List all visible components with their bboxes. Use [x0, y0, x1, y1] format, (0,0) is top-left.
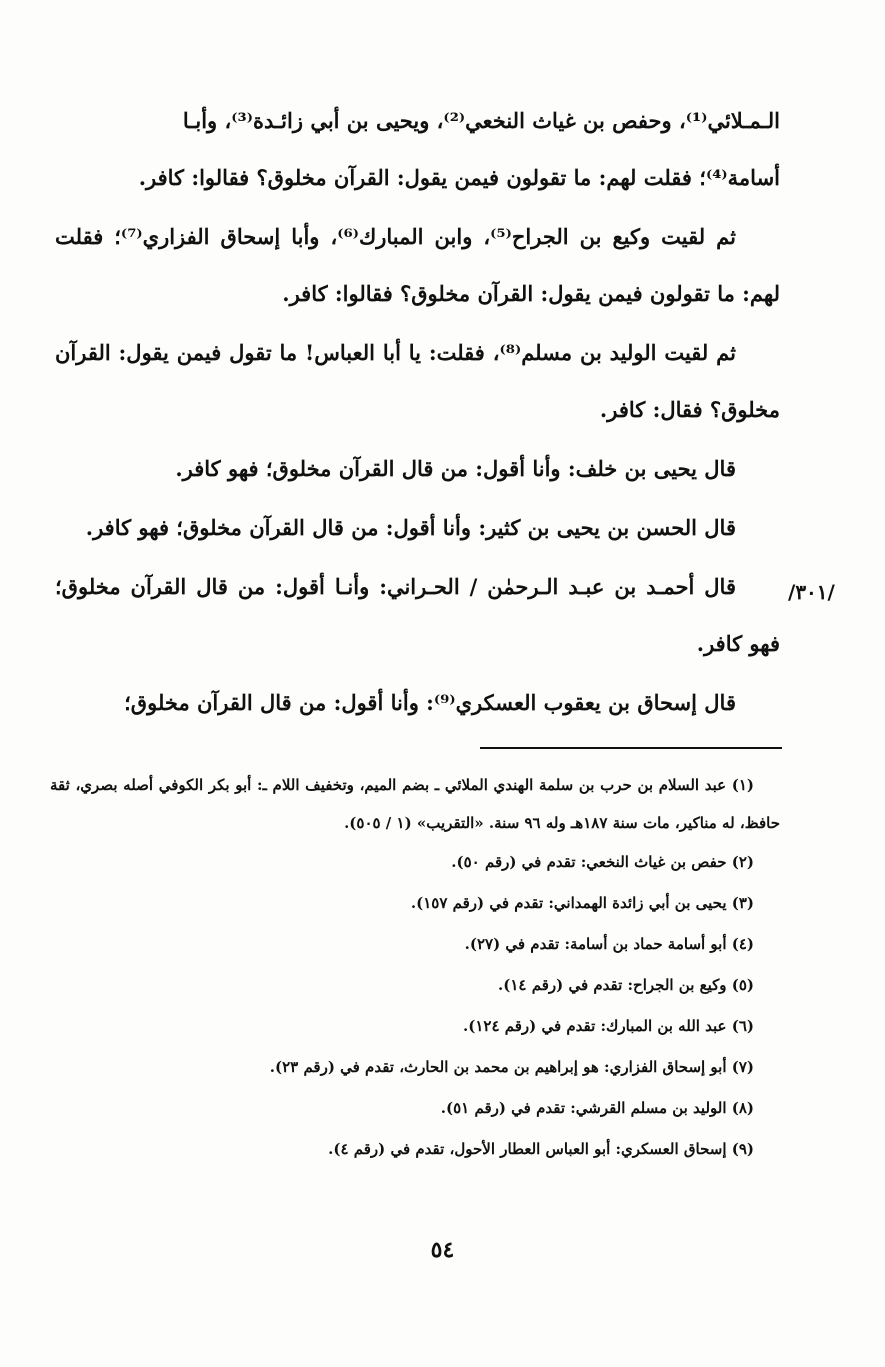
paragraph-1-line-1: الـمـلائي⁽¹⁾، وحفص بن غياث النخعي⁽²⁾، ويحيى بن أبي زائـدة⁽³⁾، وأبـا — [182, 108, 780, 133]
footnote-separator — [480, 747, 782, 749]
paragraph-6: قال أحمـد بن عبـد الـرحمٰن / الحـراني: وأنـا أقول: من قال القرآن مخلوق؛ فهو كافر. — [55, 574, 780, 656]
paragraph-1 — [55, 92, 780, 206]
footnote-2: (٢) حفص بن غياث النخعي: تقدم في (رقم ٥٠). — [451, 853, 754, 871]
footnote-5: (٥) وكيع بن الجراح: تقدم في (رقم ١٤). — [498, 976, 754, 994]
paragraph-4: قال يحيى بن خلف: وأنا أقول: من قال القرآن مخلوق؛ فهو كافر. — [175, 456, 736, 481]
footnote-8: (٨) الوليد بن مسلم القرشي: تقدم في (رقم ٥١). — [440, 1099, 754, 1117]
paragraph-2: ثم لقيت وكيع بن الجراح⁽⁵⁾، وابن المبارك⁽⁶⁾، وأبا إسحاق الفزاري⁽⁷⁾؛ فقلت لهم: ما تقولون فيمن يقول: القرآن مخلوق؟ فقالوا: كافر. — [55, 224, 780, 306]
footnotes — [50, 766, 780, 1170]
paragraph-7: قال إسحاق بن يعقوب العسكري⁽⁹⁾: وأنا أقول: من قال القرآن مخلوق؛ — [124, 690, 736, 715]
manuscript-folio-marker: /٣٠١/ — [788, 580, 835, 604]
footnote-1: (١) عبد السلام بن حرب بن سلمة الهندي الملائي ـ بضم الميم، وتخفيف اللام ـ: أبو بكر الكوفي أصله بصري، ثقة حافظ، له مناكير، مات سنة ١٨٧هـ وله ٩٦ سنة. «التقريب» (١ / ٥٠٥). — [50, 776, 780, 832]
footnote-4: (٤) أبو أسامة حماد بن أسامة: تقدم في (٢٧). — [464, 935, 754, 953]
footnote-9: (٩) إسحاق العسكري: أبو العباس العطار الأحول، تقدم في (رقم ٤). — [328, 1140, 754, 1158]
paragraph-1-line-2: أسامة⁽⁴⁾؛ فقلت لهم: ما تقولون فيمن يقول: القرآن مخلوق؟ فقالوا: كافر. — [138, 165, 780, 190]
footnote-6: (٦) عبد الله بن المبارك: تقدم في (رقم ١٢٤). — [463, 1017, 754, 1035]
paragraph-5: قال الحسن بن يحيى بن كثير: وأنا أقول: من قال القرآن مخلوق؛ فهو كافر. — [85, 515, 736, 540]
footnote-3: (٣) يحيى بن أبي زائدة الهمداني: تقدم في (رقم ١٥٧). — [410, 894, 754, 912]
footnote-7: (٧) أبو إسحاق الفزاري: هو إبراهيم بن محمد بن الحارث، تقدم في (رقم ٢٣). — [269, 1058, 754, 1076]
paragraph-3: ثم لقيت الوليد بن مسلم⁽⁸⁾، فقلت: يا أبا العباس! ما تقول فيمن يقول: القرآن مخلوق؟ فقال: كافر. — [55, 340, 780, 422]
main-text — [55, 92, 780, 733]
page-number: ٥٤ — [430, 1237, 455, 1263]
